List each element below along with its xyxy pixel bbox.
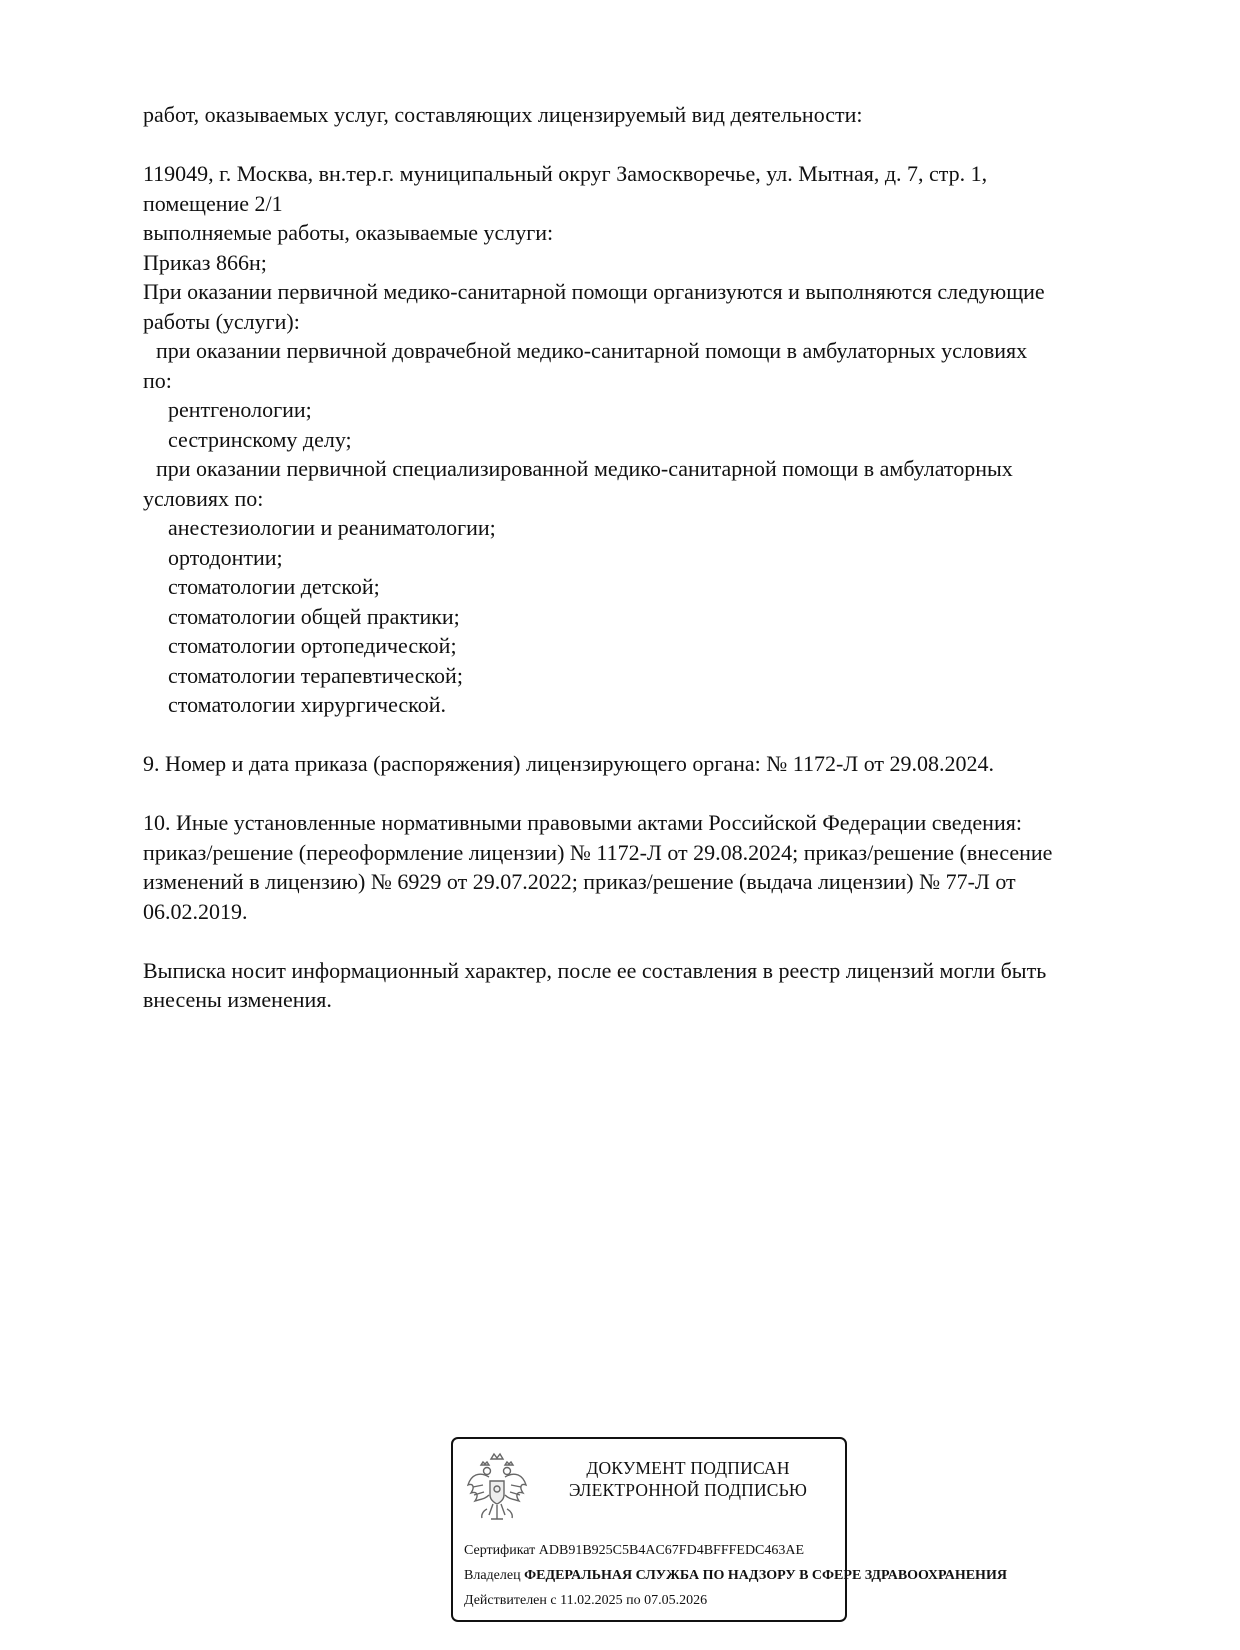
document-body — [143, 100, 1153, 1015]
disclaimer-note: внесены изменения. — [143, 987, 332, 1012]
address-line: помещение 2/1 — [143, 190, 283, 216]
order-number-item: 9. Номер и дата приказа (распоряжения) лицензирующего органа: № 1172-Л от 29.08.2024. — [143, 751, 995, 776]
address-line: 119049, г. Москва, вн.тер.г. муниципальный округ Замоскворечье, ул. Мытная, д. 7, стр. 1, — [143, 161, 988, 186]
special-heading: при оказании первичной специализированной медико-санитарной помощи в амбулаторных — [156, 456, 1013, 481]
intro-line: работ, оказываемых услуг, составляющих лицензируемый вид деятельности: — [143, 102, 863, 127]
list-item: стоматологии хирургической. — [168, 692, 446, 717]
certificate-row — [464, 1543, 804, 1559]
primary-care-line: При оказании первичной медико-санитарной помощи организуются и выполняются следующие — [143, 279, 1045, 304]
list-item: стоматологии детской; — [168, 574, 380, 599]
stamp-title-line: ДОКУМЕНТ ПОДПИСАН — [586, 1458, 790, 1478]
owner-value: ФЕДЕРАЛЬНАЯ СЛУЖБА ПО НАДЗОРУ В СФЕРЕ ЗДРАВООХРАНЕНИЯ — [524, 1568, 1007, 1583]
stamp-title — [533, 1457, 843, 1501]
spacer — [143, 720, 1153, 750]
spacer — [143, 926, 1153, 956]
list-item: анестезиологии и реаниматологии; — [168, 515, 496, 540]
list-item: рентгенологии; — [168, 397, 312, 422]
coat-of-arms-icon — [465, 1449, 529, 1527]
other-info-item: приказ/решение (переоформление лицензии) № 1172-Л от 29.08.2024; приказ/решение (внесение — [143, 839, 1053, 865]
prevrach-heading: при оказании первичной доврачебной медико-санитарной помощи в амбулаторных условиях — [156, 338, 1028, 363]
certificate-label: Сертификат — [464, 1543, 536, 1558]
disclaimer-note: Выписка носит информационный характер, после ее составления в реестр лицензий могли быть — [143, 957, 1047, 983]
works-heading: выполняемые работы, оказываемые услуги: — [143, 220, 554, 245]
list-item: сестринскому делу; — [168, 426, 352, 452]
validity-row: Действителен с 11.02.2025 по 07.05.2026 — [464, 1593, 708, 1608]
order-reference: Приказ 866н; — [143, 249, 267, 275]
list-item: стоматологии терапевтической; — [168, 662, 463, 688]
electronic-signature-stamp — [451, 1437, 1007, 1622]
spacer — [143, 130, 1153, 160]
list-item: стоматологии ортопедической; — [168, 633, 457, 658]
stamp-title-line: ЭЛЕКТРОННОЙ ПОДПИСЬЮ — [568, 1480, 808, 1500]
other-info-item: 10. Иные установленные нормативными правовыми актами Российской Федерации сведения: — [143, 810, 1022, 835]
spacer — [143, 779, 1153, 809]
other-info-item: изменений в лицензию) № 6929 от 29.07.2022; приказ/решение (выдача лицензии) № 77-Л от — [143, 869, 1016, 894]
list-item: стоматологии общей практики; — [168, 603, 460, 629]
prevrach-heading: по: — [143, 367, 172, 393]
owner-row — [464, 1568, 1007, 1584]
special-heading: условиях по: — [143, 485, 264, 511]
other-info-item: 06.02.2019. — [143, 898, 248, 924]
list-item: ортодонтии; — [168, 544, 283, 570]
owner-label: Владелец — [464, 1568, 521, 1583]
certificate-value: ADB91B925C5B4AC67FD4BFFFEDC463AE — [538, 1543, 805, 1558]
primary-care-line: работы (услуги): — [143, 308, 300, 334]
